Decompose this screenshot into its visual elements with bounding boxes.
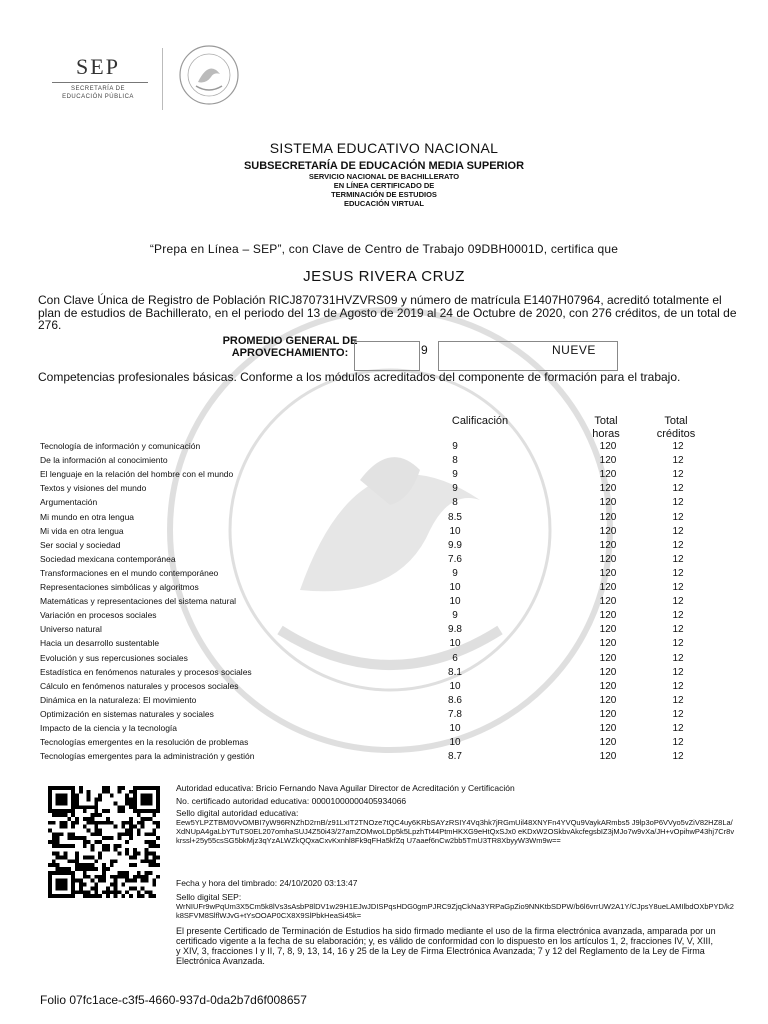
subject-hours: 120: [599, 596, 617, 608]
qr-code: [48, 786, 160, 898]
sep-logo-subtitle: [42, 85, 154, 101]
subject-hours: 120: [599, 751, 617, 763]
certificate-number: No. certificado autoridad educativa: 00001000000405934066: [176, 796, 407, 806]
subject-credits: 12: [672, 737, 684, 749]
subject-hours: 120: [599, 666, 617, 678]
folio: Folio 07fc1ace-c3f5-4660-937d-0da2b7d6f008657: [40, 993, 307, 1007]
subject-hours: 120: [599, 652, 617, 664]
sep-seal-label: Sello digital SEP:: [176, 892, 242, 902]
table-row: [40, 483, 700, 497]
system-title: SISTEMA EDUCATIVO NACIONAL: [269, 140, 499, 156]
table-row: [40, 540, 700, 554]
table-row: [40, 497, 700, 511]
table-row: [40, 455, 700, 469]
subject-hours: 120: [599, 610, 617, 622]
subject-name: Optimización en sistemas naturales y sociales: [40, 708, 214, 719]
table-row: [40, 582, 700, 596]
sep-logo-text: SEP: [76, 54, 120, 79]
subject-name: Universo natural: [40, 624, 102, 635]
subject-hours: 120: [599, 525, 617, 537]
grade-header: Calificación: [451, 415, 509, 427]
subject-hours: 120: [599, 680, 617, 692]
subject-name: De la información al conocimiento: [40, 455, 168, 466]
subject-credits: 12: [672, 694, 684, 706]
subject-grade: 10: [449, 525, 461, 537]
table-row: [40, 681, 700, 695]
subject-name: Textos y visiones del mundo: [40, 483, 147, 494]
hours-header: Total horas: [592, 415, 620, 440]
subject-hours: 120: [599, 582, 617, 593]
subject-name: Tecnologías emergentes en la resolución de problemas: [40, 737, 249, 748]
table-row: [40, 695, 700, 709]
subject-name: Mi mundo en otra lengua: [40, 511, 135, 522]
subject-name: Dinámica en la naturaleza: El movimiento: [40, 694, 197, 705]
service-line-4: EDUCACIÓN VIRTUAL: [344, 199, 424, 208]
subject-name: Variación en procesos sociales: [40, 610, 157, 621]
table-row: [40, 751, 700, 765]
legal-notice: El presente Certificado de Terminación de Estudios ha sido firmado mediante el uso de la firma electrónica avanzada, amparada por un certificado vigente a la fecha de su elaboración; y, es válido de conformidad con lo dispuesto en los artículos 1, 2, fracciones IV, V, XIII, y XIV, 3, fracciones I y II, 7, 8, 9, 13, 14, 16 y 25 de la Ley de Firma Electrónica Avanzada; 7 y 12 del Reglamento de la Ley de Firma Electrónica Avanzada.: [176, 926, 716, 966]
subject-grade: 7.6: [448, 553, 462, 565]
subject-grade: 10: [449, 737, 461, 749]
subject-grade: 9: [452, 483, 458, 495]
subject-name: Tecnologías emergentes para la administración y gestión: [40, 751, 255, 762]
subject-grade: 9: [452, 567, 458, 579]
subject-grade: 9: [452, 469, 458, 481]
subject-grade: 10: [449, 582, 461, 593]
student-name: JESUS RIVERA CRUZ: [303, 268, 465, 285]
subject-hours: 120: [599, 708, 617, 720]
table-row: [40, 441, 700, 455]
subject-grade: 8: [452, 497, 458, 509]
subject-name: Mi vida en otra lengua: [40, 525, 124, 536]
timestamp: Fecha y hora del timbrado: 24/10/2020 03:13:47: [176, 878, 358, 888]
subject-name: Hacia un desarrollo sustentable: [40, 638, 160, 649]
subject-credits: 12: [672, 483, 684, 495]
subject-credits: 12: [672, 525, 684, 537]
sep-seal-value: WrNIUFr9wPqUm3X5Cm5k8lVs3sAsbP8lDV1w29H1EJwJDISPqsHDG0gmPJRC9ZjqCkNa3YRPaGpZio9NNKtbSDPW/b6l6vrrUW2A1Y/CJpsY8ueLAMIlbdOXbPYD/k2k8SFVM8SlflWJvG+tYsOOAP0CX8X9SlPbkHeaSi45k=: [176, 902, 734, 920]
average-box: [354, 341, 420, 371]
subject-grade: 8.5: [448, 511, 462, 523]
subject-name: Representaciones simbólicas y algoritmos: [40, 582, 199, 592]
subject-hours: 120: [599, 511, 617, 523]
subject-name: El lenguaje en la relación del hombre con el mundo: [40, 469, 234, 480]
table-row: [40, 653, 700, 667]
table-row: [40, 469, 700, 483]
table-row: [40, 554, 700, 568]
subject-credits: 12: [672, 455, 684, 467]
subject-name: Sociedad mexicana contemporánea: [40, 553, 176, 564]
table-row: [40, 512, 700, 526]
subject-credits: 12: [672, 441, 684, 452]
service-line-3: TERMINACIÓN DE ESTUDIOS: [331, 190, 437, 199]
subject-grade: 9: [452, 610, 458, 622]
subject-name: Argumentación: [40, 497, 98, 508]
digital-seal-label: Sello digital autoridad educativa:: [176, 808, 299, 818]
subject-credits: 12: [672, 652, 684, 664]
subject-credits: 12: [672, 553, 684, 565]
subject-credits: 12: [672, 469, 684, 481]
subject-name: Evolución y sus repercusiones sociales: [40, 652, 188, 663]
subject-hours: 120: [599, 483, 617, 495]
subject-name: Transformaciones en el mundo contemporáneo: [40, 567, 219, 578]
subject-grade: 9.9: [448, 539, 462, 551]
subject-hours: 120: [599, 497, 617, 509]
competencies-text: Competencias profesionales básicas. Conforme a los módulos acreditados del componente de formación para el trabajo.: [38, 370, 681, 384]
subject-credits: 12: [672, 497, 684, 509]
subject-name: Estadística en fenómenos naturales y procesos sociales: [40, 666, 252, 677]
registration-paragraph: Con Clave Única de Registro de Población RICJ870731HVZVRS09 y número de matrícula E1407H07964, acreditó totalmente el plan de estudios de Bachillerato, en el periodo del 13 de Agosto de 2019 al 24 de Octubre de 2020, con 276 créditos, de un total de 276.: [38, 293, 737, 332]
table-row: [40, 624, 700, 638]
sep-logo-rule: [52, 82, 148, 83]
credits-header: Total créditos: [656, 415, 696, 440]
subject-grade: 9.8: [448, 624, 462, 636]
subject-hours: 120: [599, 539, 617, 551]
subject-credits: 12: [672, 511, 684, 523]
subject-hours: 120: [599, 469, 617, 481]
subject-grade: 8.7: [448, 751, 462, 763]
table-row: [40, 667, 700, 681]
service-line-1: SERVICIO NACIONAL DE BACHILLERATO: [308, 172, 460, 181]
subject-hours: 120: [599, 624, 617, 636]
subject-grade: 8.1: [448, 666, 462, 678]
sep-logo-sub-line1: SECRETARÍA DE: [70, 86, 126, 92]
table-row: [40, 737, 700, 751]
subject-hours: 120: [599, 723, 617, 734]
digital-seal-value: Eew5YLPZTBM0VvOMBI7yW96RNZhD2rnB/z91LxIT2TNOze7tQC4uy6KRbSAYzRSIY4Vq3hk7jRGmUil48XNYFn4YVQu9VaykARmbs5 J9lp3oP6VVyo5vZiV82HZ8La/XdNUpA4gaLbYTuTS0EL207omhaSUJ4Z50i43/27amZOMwoLDp5k5LpzhTt44PtmHKXG9eHtQxSJx0 eKDxW2OSkbvAkcfegsbIZ3jMJo7w9vXa/JH+vOpihwP43hj7Cr8vkrssl+25y55csSG5bkMjz3qYzALWZkQQxaCxvKxnhl8Fk9qFHa5kfZq U7aaef6nCw2bb5TmU3TR8XbyyW3Wm9w==: [176, 818, 735, 845]
national-seal-icon: [178, 44, 240, 106]
sep-logo-sub-line2: EDUCACIÓN PÚBLICA: [62, 94, 134, 100]
table-row: [40, 526, 700, 540]
subject-credits: 12: [672, 539, 684, 551]
subject-grade: 9: [452, 441, 458, 452]
subject-grade: 10: [449, 638, 461, 650]
subject-hours: 120: [599, 441, 617, 452]
subject-name: Impacto de la ciencia y la tecnología: [40, 723, 178, 733]
average-words: NUEVE: [552, 343, 596, 357]
subject-credits: 12: [672, 751, 684, 763]
subject-grade: 7.8: [448, 708, 462, 720]
subject-credits: 12: [672, 567, 684, 579]
table-row: [40, 709, 700, 723]
subject-hours: 120: [599, 567, 617, 579]
table-row: [40, 568, 700, 582]
subject-grade: 10: [449, 596, 461, 608]
service-line-2: EN LÍNEA CERTIFICADO DE: [333, 181, 435, 190]
subject-credits: 12: [672, 723, 684, 734]
subject-grade: 8.6: [448, 694, 462, 706]
subject-credits: 12: [672, 680, 684, 692]
table-row: [40, 723, 700, 737]
subject-credits: 12: [672, 610, 684, 622]
table-row: [40, 596, 700, 610]
subject-grade: 8: [452, 455, 458, 467]
subsecretary-title: SUBSECRETARÍA DE EDUCACIÓN MEDIA SUPERIOR: [243, 160, 525, 172]
authority-line: Autoridad educativa: Bricio Fernando Nava Aguilar Director de Acreditación y Certificación: [176, 783, 515, 793]
table-row: [40, 610, 700, 624]
subject-grade: 10: [449, 680, 461, 692]
subject-hours: 120: [599, 553, 617, 565]
subject-credits: 12: [672, 596, 684, 608]
subject-credits: 12: [672, 624, 684, 636]
subject-grade: 6: [452, 652, 458, 664]
certify-statement: “Prepa en Línea – SEP”, con Clave de Centro de Trabajo 09DBH0001D, certifica que: [149, 242, 619, 256]
subject-hours: 120: [599, 455, 617, 467]
subject-credits: 12: [672, 638, 684, 650]
subject-credits: 12: [672, 666, 684, 678]
subject-hours: 120: [599, 694, 617, 706]
average-value: 9: [421, 343, 428, 357]
subject-name: Cálculo en fenómenos naturales y procesos sociales: [40, 680, 239, 691]
table-row: [40, 638, 700, 652]
subject-name: Ser social y sociedad: [40, 539, 121, 550]
sep-logo: [42, 48, 163, 110]
subject-credits: 12: [672, 708, 684, 720]
subject-credits: 12: [672, 582, 684, 593]
subject-hours: 120: [599, 737, 617, 749]
subject-grade: 10: [449, 723, 461, 734]
subject-name: Matemáticas y representaciones del sistema natural: [40, 596, 237, 607]
subject-name: Tecnología de información y comunicación: [40, 441, 201, 451]
average-label: PROMEDIO GENERAL DE APROVECHAMIENTO:: [222, 335, 358, 359]
subject-hours: 120: [599, 638, 617, 650]
